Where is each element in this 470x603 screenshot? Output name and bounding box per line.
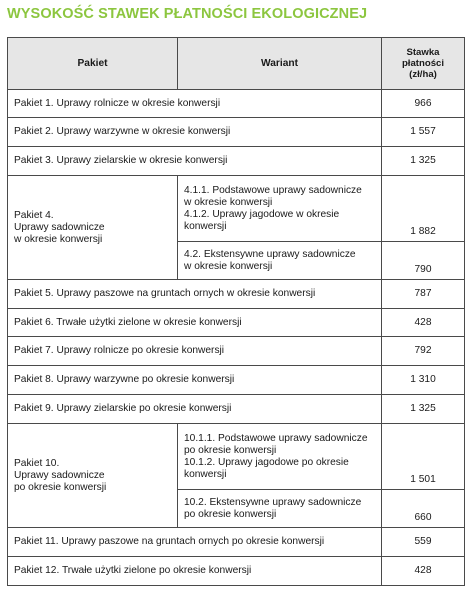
row-label: Pakiet 6. Trwałe użytki zielone w okresie konwersji: [8, 309, 382, 337]
header-stawka: [382, 38, 465, 90]
variant-line: 10.1.1. Podstawowe uprawy sadownicze: [184, 432, 368, 444]
variant-line: w okresie konwersji: [184, 196, 273, 208]
variant-line: 4.2. Ekstensywne uprawy sadownicze: [184, 248, 356, 260]
row-value: 1 310: [382, 366, 465, 395]
header-pakiet: Pakiet: [8, 38, 178, 90]
row-label: Pakiet 2. Uprawy warzywne w okresie konwersji: [8, 118, 382, 147]
table-row: [8, 366, 465, 395]
table-row: [8, 528, 465, 557]
header-wariant: Wariant: [178, 38, 382, 90]
table-row: [8, 337, 465, 366]
variant-line: 10.2. Ekstensywne uprawy sadownicze: [184, 496, 362, 508]
row-label: Pakiet 9. Uprawy zielarskie po okresie konwersji: [8, 395, 382, 424]
header-stawka-line: (zł/ha): [409, 69, 437, 80]
table-row: [8, 118, 465, 147]
row-label-line: Pakiet 10.: [14, 457, 60, 469]
variant-line: w okresie konwersji: [184, 260, 273, 272]
payment-rates-table: [7, 37, 465, 586]
variant-cell: [178, 242, 382, 280]
row-value: 1 557: [382, 118, 465, 147]
table-row: [8, 90, 465, 118]
table-row: [8, 395, 465, 424]
row-label-line: po okresie konwersji: [14, 481, 107, 493]
table-row: [8, 147, 465, 176]
table-row: [8, 557, 465, 586]
row-value: 966: [382, 90, 465, 118]
table-row: [8, 424, 465, 490]
row-value: 1 501: [382, 424, 465, 490]
variant-cell: [178, 424, 382, 490]
table-row: [8, 280, 465, 309]
row-label: Pakiet 11. Uprawy paszowe na gruntach ornych po okresie konwersji: [8, 528, 382, 557]
row-label: Pakiet 5. Uprawy paszowe na gruntach ornych w okresie konwersji: [8, 280, 382, 309]
row-value: 660: [382, 490, 465, 528]
header-stawka-line: Stawka: [406, 47, 440, 58]
row-label: Pakiet 3. Uprawy zielarskie w okresie konwersji: [8, 147, 382, 176]
row-value: 1 325: [382, 147, 465, 176]
variant-cell: [178, 176, 382, 242]
variant-cell: [178, 490, 382, 528]
variant-line: 4.1.1. Podstawowe uprawy sadownicze: [184, 184, 362, 196]
row-label-line: Uprawy sadownicze: [14, 469, 105, 481]
row-label-line: Uprawy sadownicze: [14, 221, 105, 233]
variant-line: 4.1.2. Uprawy jagodowe w okresie: [184, 208, 340, 220]
page-title: WYSOKOŚĆ STAWEK PŁATNOŚCI EKOLOGICZNEJ: [7, 6, 368, 22]
row-label: [8, 424, 178, 528]
variant-line: 10.1.2. Uprawy jagodowe po okresie: [184, 456, 349, 468]
variant-line: po okresie konwersji: [184, 444, 277, 456]
row-value: 428: [382, 309, 465, 337]
row-value: 559: [382, 528, 465, 557]
row-value: 792: [382, 337, 465, 366]
row-value: 787: [382, 280, 465, 309]
row-label: Pakiet 7. Uprawy rolnicze po okresie konwersji: [8, 337, 382, 366]
row-label: [8, 176, 178, 280]
row-value: 1 325: [382, 395, 465, 424]
table-row: [8, 309, 465, 337]
row-label-line: Pakiet 4.: [14, 209, 54, 221]
row-value: 790: [382, 242, 465, 280]
variant-line: konwersji: [184, 468, 227, 480]
row-label: Pakiet 8. Uprawy warzywne po okresie konwersji: [8, 366, 382, 395]
table-header-row: [8, 38, 465, 90]
table-row: [8, 176, 465, 242]
row-label-line: w okresie konwersji: [14, 233, 103, 245]
variant-line: po okresie konwersji: [184, 508, 277, 520]
header-stawka-line: płatności: [401, 58, 445, 69]
row-label: Pakiet 12. Trwałe użytki zielone po okresie konwersji: [8, 557, 382, 586]
row-value: 1 882: [382, 176, 465, 242]
variant-line: konwersji: [184, 220, 227, 232]
row-value: 428: [382, 557, 465, 586]
row-label: Pakiet 1. Uprawy rolnicze w okresie konwersji: [8, 90, 382, 118]
